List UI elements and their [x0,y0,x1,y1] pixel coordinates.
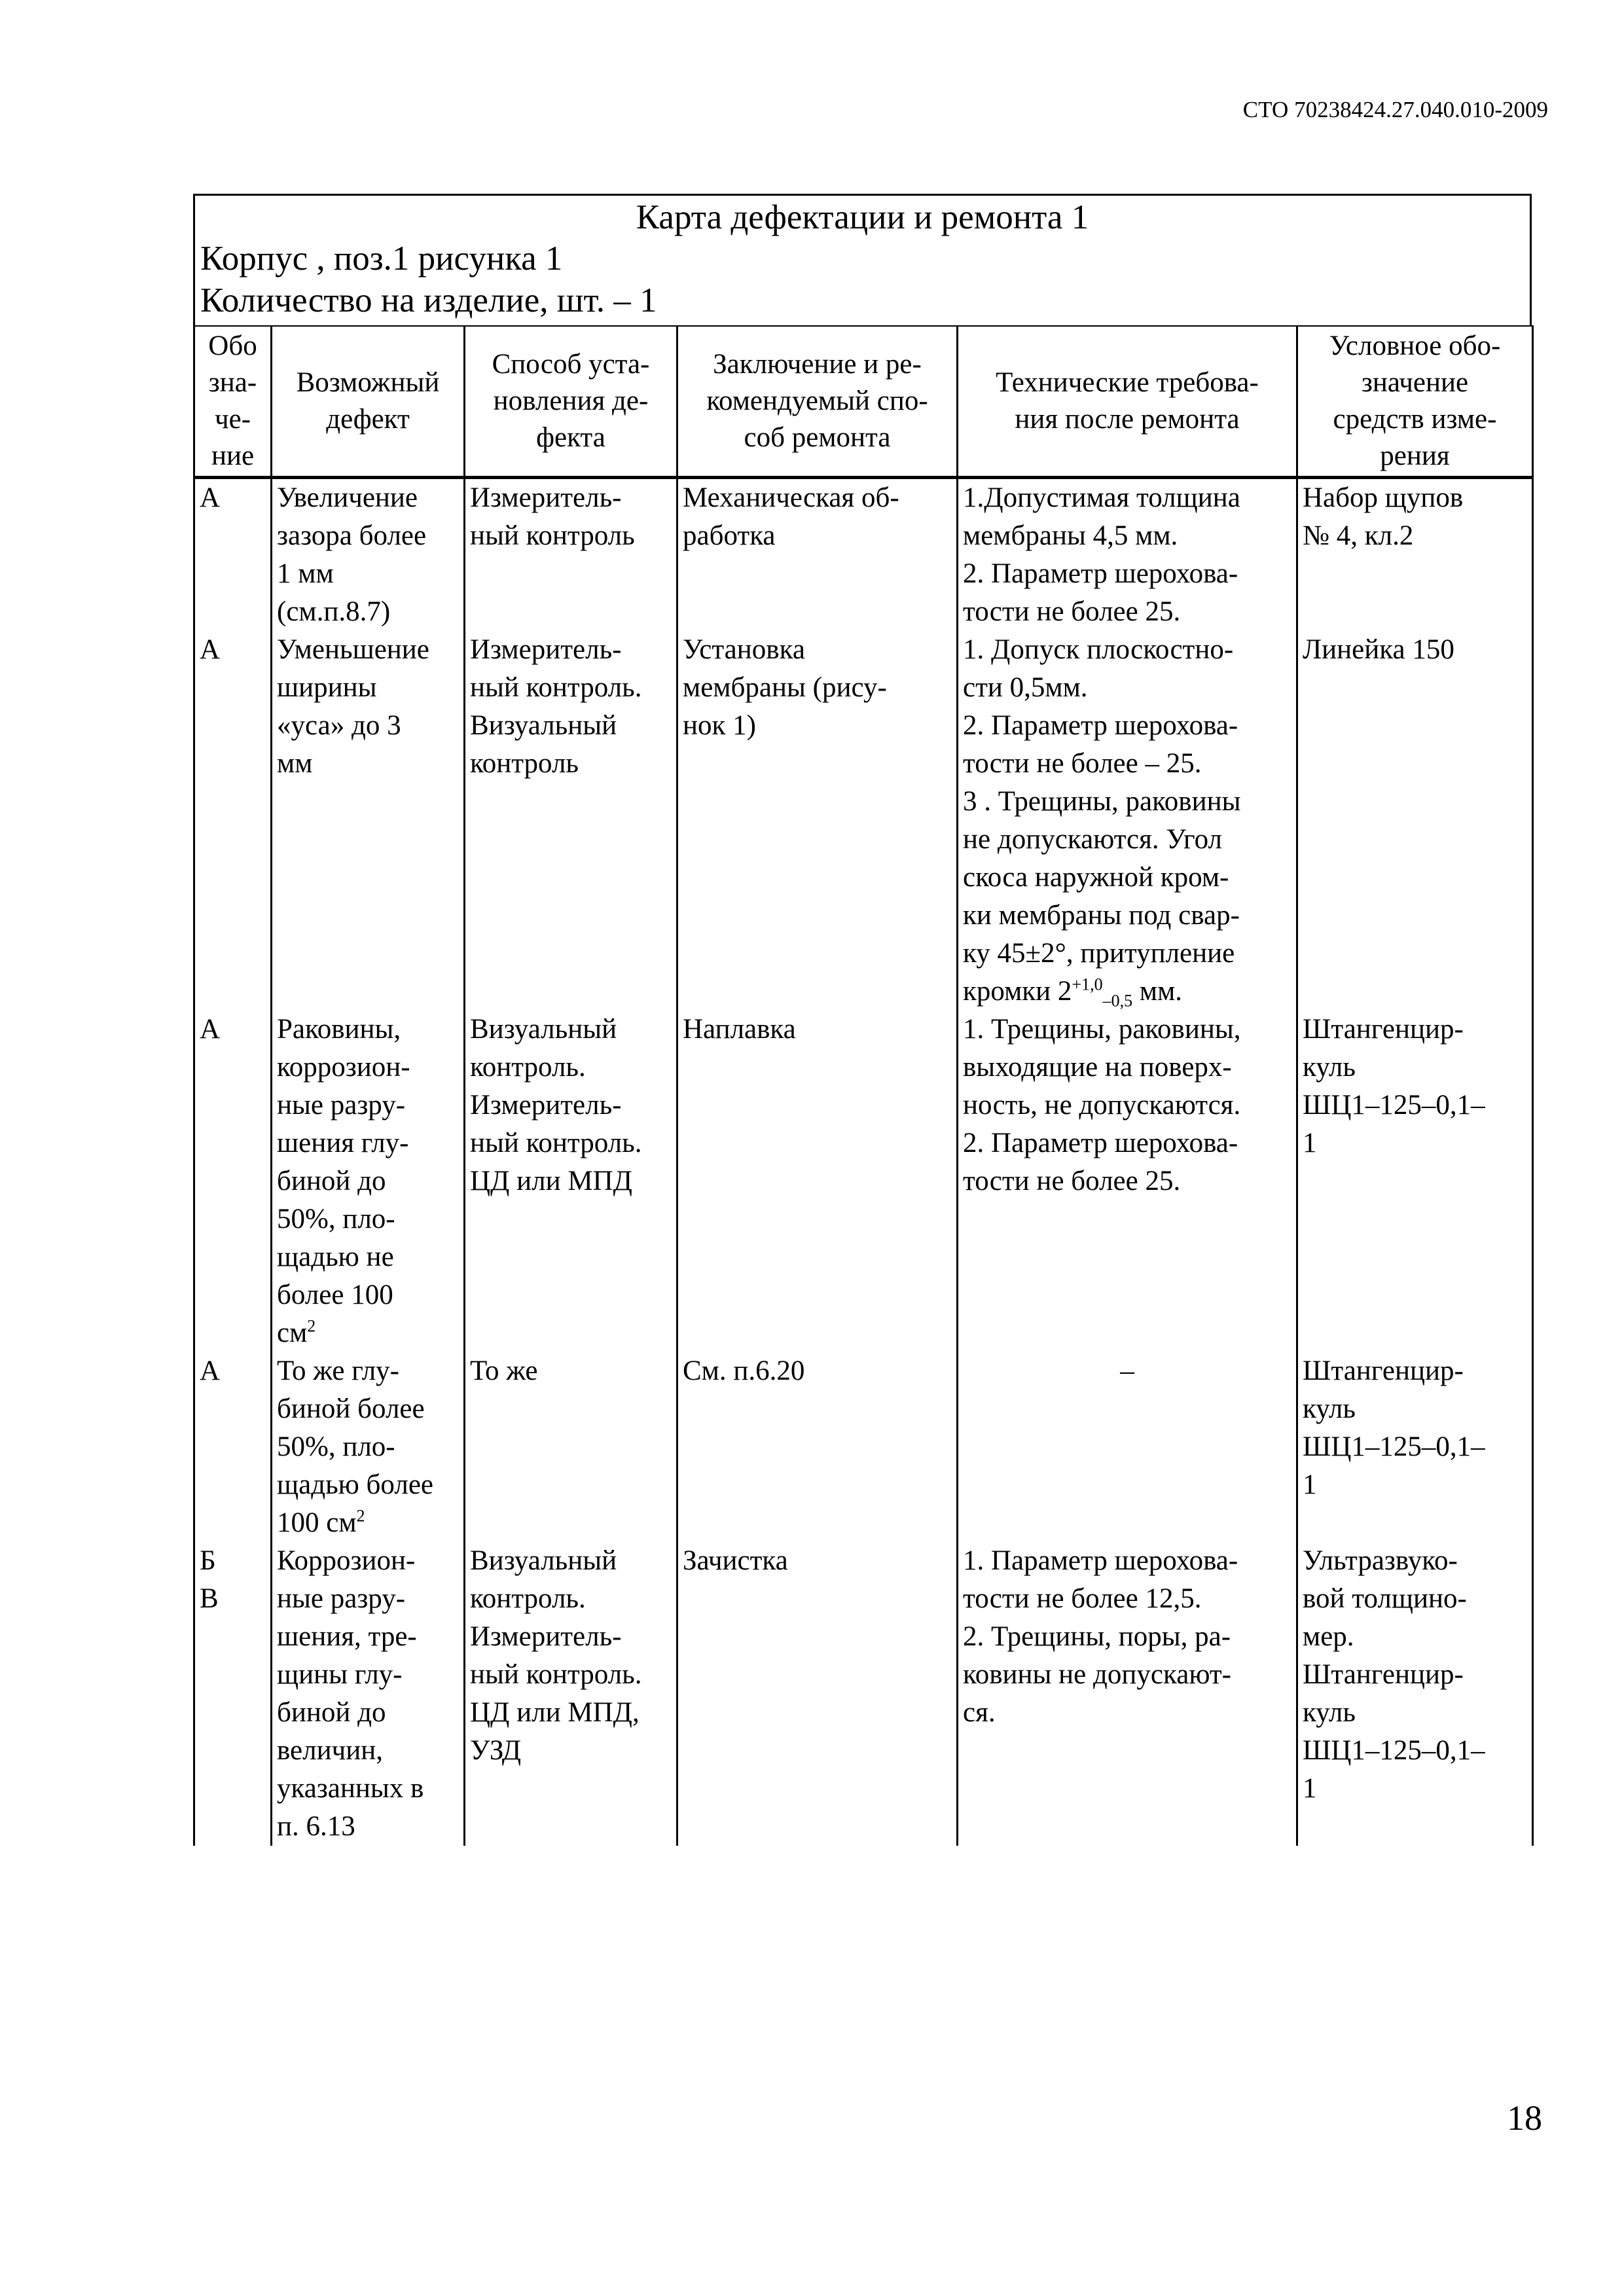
cell-line: контроль. [470,1583,586,1614]
cell-line: ку 45±2°, притупление [963,938,1235,969]
cell-line: биной до [277,1697,386,1728]
cell-line: См. п.6.20 [683,1355,805,1386]
table-row [194,1011,1533,1352]
cell-line: 1 [1303,1773,1317,1804]
column-header [958,326,1297,478]
cell-line: шения глу- [277,1128,409,1158]
cell-line: новления де- [493,386,649,416]
cell-line: че- [214,404,251,435]
defects-table [193,325,1534,1846]
part-line: Корпус , поз.1 рисунка 1 [200,240,563,278]
cell-line: ные разру- [277,1090,406,1121]
cell-requirements [958,631,1297,1011]
cell-line: нок 1) [683,710,756,741]
cell-line: Б [200,1545,216,1576]
cell-line: Обо [208,331,257,361]
cell-defect [272,1542,465,1846]
cell-line-sub: –0,5 [1102,991,1133,1011]
cell-line: коррозион- [277,1052,410,1083]
cell-line-prefix: см [277,1318,308,1348]
defect-card [193,194,1532,1846]
cell-line: биной более [277,1393,425,1424]
cell-line: мембраны 4,5 мм. [963,520,1178,551]
cell-line: величин, [277,1735,384,1766]
cell-line: А [200,1355,221,1386]
cell-line: рения [1380,440,1450,471]
cell-method [465,1542,677,1846]
cell-line: Визуальный [470,1545,617,1576]
cell-line: ковины не допускают- [963,1659,1231,1690]
cell-requirements [958,478,1297,632]
cell-line: Раковины, [277,1014,401,1045]
cell-line: 1. Трещины, раковины, [963,1014,1241,1045]
table-row [194,631,1533,1011]
cell-line: А [200,482,221,513]
cell-designation [194,1352,272,1542]
cell-line: ки мембраны под свар- [963,900,1240,931]
cell-instruments [1297,478,1533,632]
document-code: СТО 70238424.27.040.010-2009 [1242,97,1548,122]
cell-line: ШЦ1–125–0,1– [1303,1735,1485,1766]
cell-line: Зачистка [683,1545,788,1576]
cell-line: ность, не допускаются. [963,1090,1241,1121]
cell-designation [194,631,272,1011]
cell-line: ЦД или МПД [470,1166,632,1196]
cell-line: Возможный [296,367,440,398]
cell-line: скоса наружной кром- [963,862,1229,893]
cell-line: То же глу- [277,1355,399,1386]
cell-conclusion [677,478,958,632]
cell-line: 1 мм [277,558,334,589]
cell-conclusion [677,1011,958,1352]
cell-line: щадью не [277,1242,394,1272]
cell-line: Набор щупов [1303,482,1464,513]
cell-line: зазора более [277,520,427,551]
cell-line-sup: 2 [356,1506,365,1526]
cell-line: ширины [277,672,377,703]
cell-line: указанных в [277,1773,424,1804]
cell-line: щадью более [277,1469,433,1500]
cell-line-prefix: 100 см [277,1507,357,1538]
cell-line: куль [1303,1052,1356,1083]
cell-line: соб ремонта [744,422,891,453]
cell-line: средств изме- [1333,404,1497,435]
cell-line: Линейка 150 [1303,634,1454,665]
cell-line: выходящие на поверх- [963,1052,1232,1083]
cell-line: тости не более – 25. [963,748,1202,779]
cell-line: 50%, пло- [277,1431,395,1462]
cell-line: Штангенцир- [1303,1659,1464,1690]
cell-line: биной до [277,1166,386,1196]
cell-line: Наплавка [683,1014,796,1045]
table-row [194,1542,1533,1846]
cell-line: (см.п.8.7) [277,596,391,627]
cell-line: ные разру- [277,1583,406,1614]
cell-method [465,1352,677,1542]
cell-line: ный контроль [470,520,635,551]
cell-requirements [958,1352,1297,1542]
cell-line [963,973,1291,1011]
cell-line: Заключение и ре- [713,349,922,380]
cell-line: щины глу- [277,1659,403,1690]
column-header [194,326,272,478]
cell-line: «уса» до 3 [277,710,401,741]
cell-line [277,1504,459,1542]
cell-line: ние [211,440,255,471]
cell-line: ный контроль. [470,1659,642,1690]
cell-line: Измеритель- [470,482,622,513]
cell-instruments [1297,1352,1533,1542]
cell-line: Ультразвуко- [1303,1545,1458,1576]
column-header [465,326,677,478]
table-body [194,478,1533,1846]
cell-line: Визуальный [470,1014,617,1045]
table-row [194,1352,1533,1542]
cell-line-sup: 2 [307,1316,316,1336]
table-row [194,478,1533,632]
cell-line: ный контроль. [470,672,642,703]
cell-requirements [958,1542,1297,1846]
cell-line: фекта [536,422,605,453]
cell-instruments [1297,1011,1533,1352]
cell-line: ШЦ1–125–0,1– [1303,1090,1485,1121]
cell-method [465,631,677,1011]
cell-line: тости не более 25. [963,596,1181,627]
cell-designation [194,1011,272,1352]
cell-conclusion [677,1352,958,1542]
cell-line: 2. Параметр шерохова- [963,558,1238,589]
cell-line: 2. Трещины, поры, ра- [963,1621,1231,1652]
cell-line: значение [1361,367,1469,398]
cell-line: мм [277,748,313,779]
cell-line: дефект [326,404,410,435]
cell-line: В [200,1583,219,1614]
cell-defect [272,1011,465,1352]
cell-line: 1. Параметр шерохова- [963,1545,1238,1576]
cell-line-sup: +1,0 [1072,975,1103,994]
cell-line: контроль [470,748,579,779]
cell-line: Механическая об- [683,482,899,513]
cell-line: работка [683,520,776,551]
card-header [193,194,1532,325]
table-header-row [194,326,1533,478]
cell-line: А [200,1014,221,1045]
cell-line: Установка [683,634,805,665]
cell-line: куль [1303,1697,1356,1728]
cell-designation [194,478,272,632]
cell-method [465,1011,677,1352]
column-header [272,326,465,478]
cell-defect [272,631,465,1011]
cell-line: А [200,634,221,665]
cell-line: ШЦ1–125–0,1– [1303,1431,1485,1462]
cell-line: – [1120,1355,1134,1386]
cell-line-suffix: мм. [1132,976,1183,1007]
cell-line: более 100 [277,1280,393,1310]
cell-line: вой толщино- [1303,1583,1467,1614]
cell-conclusion [677,631,958,1011]
quantity-line: Количество на изделие, шт. – 1 [200,281,657,319]
cell-line: куль [1303,1393,1356,1424]
cell-line: мембраны (рису- [683,672,887,703]
cell-line: Измеритель- [470,634,622,665]
cell-line: 1 [1303,1128,1317,1158]
cell-line: 50%, пло- [277,1204,395,1234]
cell-line: ный контроль. [470,1128,642,1158]
cell-line: Способ уста- [492,349,650,380]
column-header [677,326,958,478]
cell-method [465,478,677,632]
cell-line: 1. Допуск плоскостно- [963,634,1234,665]
column-header [1297,326,1533,478]
cell-line: Коррозион- [277,1545,416,1576]
cell-defect [272,478,465,632]
cell-line: 2. Параметр шерохова- [963,1128,1238,1158]
card-title: Карта дефектации и ремонта 1 [636,198,1089,236]
cell-line: № 4, кл.2 [1303,520,1414,551]
cell-line: 3 . Трещины, раковины [963,786,1241,817]
cell-line: ЦД или МПД, [470,1697,640,1728]
cell-line: УЗД [470,1735,522,1766]
cell-requirements [958,1011,1297,1352]
cell-line: Технические требова- [996,367,1259,398]
cell-line: шения, тре- [277,1621,417,1652]
cell-line: тости не более 12,5. [963,1583,1202,1614]
cell-line: То же [470,1355,538,1386]
cell-line: ния после ремонта [1015,404,1240,435]
cell-line: 1.Допустимая толщина [963,482,1240,513]
cell-line: тости не более 25. [963,1166,1181,1196]
cell-line: Штангенцир- [1303,1355,1464,1386]
cell-line: зна- [208,367,257,398]
cell-line: контроль. [470,1052,586,1083]
cell-line: Измеритель- [470,1621,622,1652]
cell-line-prefix: кромки 2 [963,976,1072,1007]
cell-line: Измеритель- [470,1090,622,1121]
cell-line: Уменьшение [277,634,429,665]
cell-line: п. 6.13 [277,1811,355,1842]
cell-line: комендуемый спо- [706,386,928,416]
page-number: 18 [1507,2098,1542,2138]
cell-defect [272,1352,465,1542]
cell-conclusion [677,1542,958,1846]
cell-instruments [1297,1542,1533,1846]
cell-line: Увеличение [277,482,418,513]
cell-line [277,1314,459,1352]
cell-line: Условное обо- [1329,331,1501,361]
cell-line: Штангенцир- [1303,1014,1464,1045]
cell-line: Визуальный [470,710,617,741]
cell-line: ся. [963,1697,996,1728]
cell-line: не допускаются. Угол [963,824,1223,855]
cell-line: 2. Параметр шерохова- [963,710,1238,741]
cell-designation [194,1542,272,1846]
cell-line: 1 [1303,1469,1317,1500]
cell-line: сти 0,5мм. [963,672,1088,703]
cell-line: мер. [1303,1621,1354,1652]
cell-instruments [1297,631,1533,1011]
